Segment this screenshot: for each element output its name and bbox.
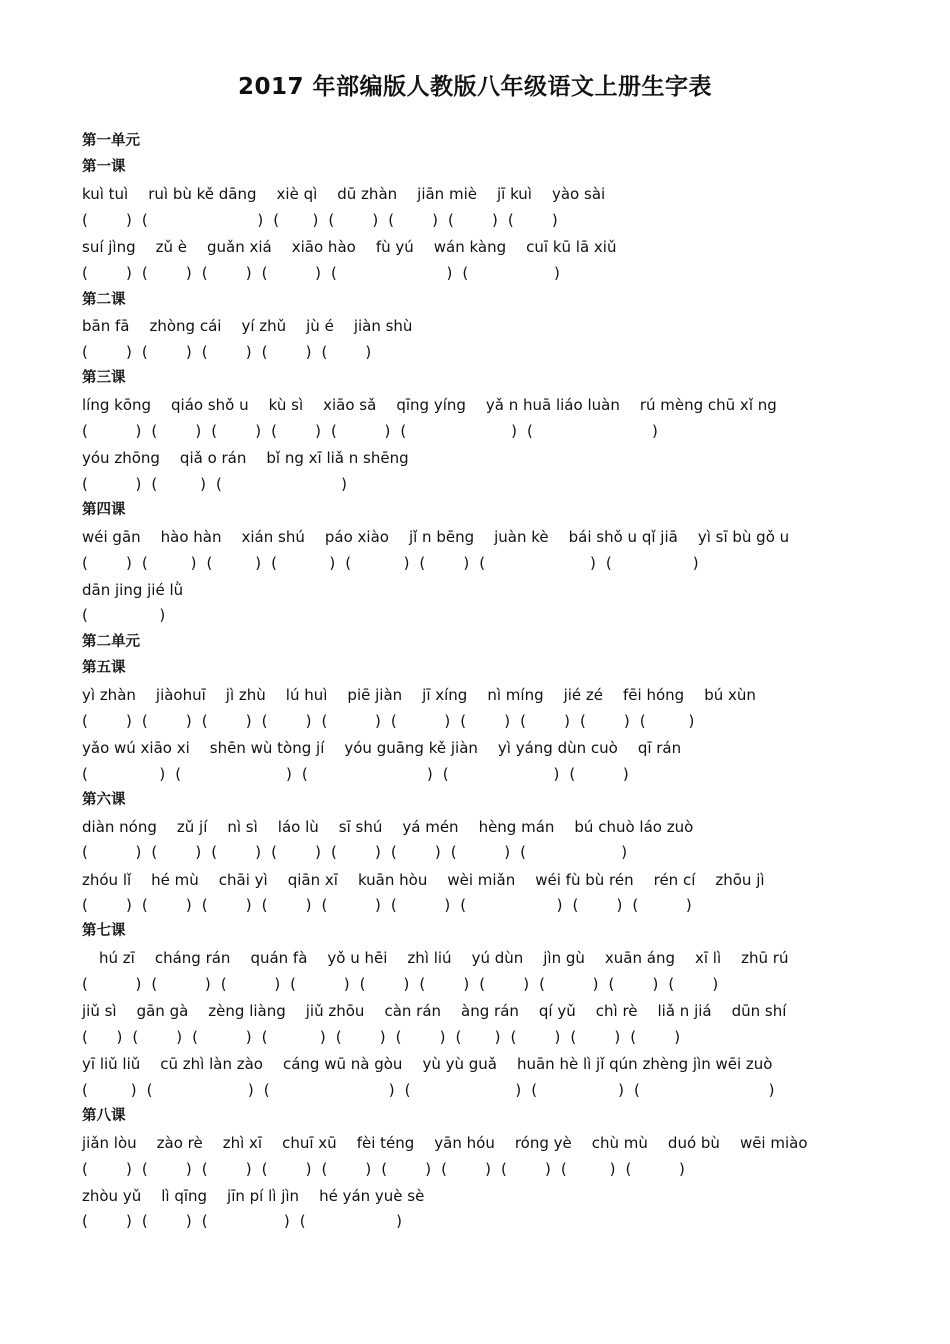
pinyin-word: zhòu yǔ [82, 1187, 142, 1205]
answer-blank: ( ) [151, 422, 202, 440]
answer-blank: ( ) [82, 1160, 132, 1178]
pinyin-word: chì rè [595, 1002, 638, 1020]
answer-blank: ( ) [390, 712, 451, 730]
pinyin-word: chù mù [591, 1134, 648, 1152]
answer-blank: ( ) [441, 1160, 492, 1178]
answer-blank: ( ) [531, 1081, 624, 1099]
answer-blank: ( ) [330, 264, 453, 282]
section-heading: 第二课 [82, 292, 126, 308]
answer-blank: ( ) [501, 1160, 551, 1178]
pinyin-word: zǔ è [155, 238, 188, 256]
pinyin-word: guǎn xiá [207, 238, 272, 256]
answer-blank: ( ) [141, 211, 264, 229]
pinyin-word: huān hè lì jǐ qún zhèng jìn wēi zuò [516, 1055, 773, 1073]
answer-blank: ( ) [448, 211, 498, 229]
pinyin-word: yǎo wú xiāo xi [82, 739, 190, 757]
pinyin-word: yǎ n huā liáo luàn [485, 396, 620, 414]
answer-blank: ( ) [330, 422, 391, 440]
section-heading: 第八课 [82, 1108, 126, 1124]
pinyin-word: cū zhì làn zào [160, 1055, 263, 1073]
pinyin-word: nì míng [487, 686, 544, 704]
pinyin-word: jīn pí lì jìn [227, 1187, 300, 1205]
answer-blank: ( ) [151, 843, 202, 861]
answer-blank: ( ) [271, 422, 321, 440]
pinyin-word: zhōu jì [715, 871, 765, 889]
pinyin-word: fèi téng [356, 1134, 415, 1152]
section-heading: 第二单元 [82, 634, 140, 650]
answer-blank: ( ) [460, 896, 563, 914]
answer-blank: ( ) [220, 975, 281, 993]
pinyin-word: wèi miǎn [447, 871, 516, 889]
answer-blank: ( ) [82, 765, 166, 783]
answer-blank: ( ) [520, 843, 628, 861]
pinyin-word: jiàn shù [353, 317, 413, 335]
answer-blank: ( ) [201, 896, 252, 914]
pinyin-word: lú huì [285, 686, 328, 704]
pinyin-word: qiān xī [287, 871, 338, 889]
pinyin-word: sī shú [338, 818, 383, 836]
pinyin-word: rén cí [653, 871, 696, 889]
answer-blank: ( ) [82, 712, 132, 730]
pinyin-word: chāi yì [218, 871, 268, 889]
pinyin-word: wēi miào [739, 1134, 808, 1152]
answer-blank: ( ) [211, 422, 262, 440]
answer-blank: ( ) [141, 712, 192, 730]
answer-blank: ( ) [570, 1028, 621, 1046]
answer-blank: ( ) [630, 1028, 681, 1046]
answer-blank: ( ) [608, 975, 659, 993]
pinyin-word: suí jìng [82, 238, 136, 256]
answer-blank: ( ) [261, 896, 312, 914]
answer-blank: ( ) [141, 896, 192, 914]
pinyin-word: wéi gān [82, 528, 141, 546]
pinyin-word: zhū rú [741, 949, 789, 967]
answer-blank: ( ) [455, 1028, 501, 1046]
answer-blank: ( ) [132, 1028, 183, 1046]
answer-blank: ( ) [668, 975, 719, 993]
answer-blank: ( ) [271, 843, 321, 861]
answer-blank: ( ) [328, 211, 379, 229]
pinyin-word: càn rán [384, 1002, 442, 1020]
pinyin-word: hé yán yuè sè [319, 1187, 425, 1205]
answer-blank: ( ) [82, 554, 132, 572]
answer-blank: ( ) [201, 1212, 290, 1230]
pinyin-word: cháng rán [154, 949, 231, 967]
answer-blank: ( ) [82, 896, 132, 914]
answer-blank: ( ) [359, 975, 410, 993]
answer-blank: ( ) [560, 1160, 616, 1178]
pinyin-word: yān hóu [434, 1134, 495, 1152]
answer-blank: ( ) [520, 712, 570, 730]
answer-blank: ( ) [82, 1212, 132, 1230]
answer-blank: ( ) [330, 843, 381, 861]
answer-blank: ( ) [345, 554, 410, 572]
pinyin-word: bái shǒ u qǐ jiā [568, 528, 678, 546]
answer-blank: ( ) [273, 211, 319, 229]
pinyin-word: yóu zhōng [82, 449, 160, 467]
answer-blank: ( ) [460, 712, 511, 730]
answer-blank: ( ) [632, 896, 692, 914]
pinyin-word: zhì xī [222, 1134, 263, 1152]
answer-blank: ( ) [175, 765, 292, 783]
answer-blank: ( ) [479, 975, 530, 993]
pinyin-word: qiáo shǒ u [171, 396, 249, 414]
answer-blank: ( ) [82, 211, 132, 229]
pinyin-word: jì zhù [225, 686, 266, 704]
section-heading: 第七课 [82, 923, 126, 939]
pinyin-word: fēi hóng [623, 686, 685, 704]
pinyin-word: wán kàng [433, 238, 507, 256]
pinyin-word: zhóu lǐ [82, 871, 132, 889]
answer-blank: ( ) [633, 1081, 775, 1099]
pinyin-word: jī kuì [496, 185, 532, 203]
pinyin-word: rú mèng chū xǐ ng [639, 396, 777, 414]
answer-blank: ( ) [526, 422, 658, 440]
pinyin-word: dūn shí [731, 1002, 787, 1020]
pinyin-word: zèng liàng [208, 1002, 286, 1020]
answer-blank: ( ) [82, 975, 142, 993]
answer-blank: ( ) [400, 422, 517, 440]
pinyin-word: cáng wū nà gòu [282, 1055, 403, 1073]
pinyin-word: ruì bù kě dāng [148, 185, 257, 203]
pinyin-word: fù yú [375, 238, 414, 256]
answer-blank: ( ) [261, 264, 321, 282]
pinyin-word: xuān áng [604, 949, 675, 967]
pinyin-word: láo lù [277, 818, 319, 836]
answer-blank: ( ) [201, 264, 252, 282]
answer-blank: ( ) [216, 475, 347, 493]
answer-blank: ( ) [206, 554, 262, 572]
answer-blank: ( ) [462, 264, 560, 282]
pinyin-word: liǎ n jiá [657, 1002, 712, 1020]
pinyin-word: xī lì [694, 949, 722, 967]
answer-blank: ( ) [201, 712, 252, 730]
answer-blank: ( ) [419, 975, 470, 993]
pinyin-word: jiǔ zhōu [305, 1002, 365, 1020]
answer-blank: ( ) [261, 712, 312, 730]
answer-blank: ( ) [201, 1160, 252, 1178]
pinyin-word: xiāo hào [291, 238, 356, 256]
answer-blank: ( ) [625, 1160, 685, 1178]
pinyin-word: yí zhǔ [241, 317, 287, 335]
pinyin-word: bān fā [82, 317, 130, 335]
pinyin-word: lì qīng [161, 1187, 208, 1205]
answer-blank: ( ) [299, 1212, 403, 1230]
answer-blank: ( ) [388, 211, 439, 229]
pinyin-word: jiǔ sì [82, 1002, 117, 1020]
answer-blank: ( ) [572, 896, 623, 914]
pinyin-word: chuī xū [282, 1134, 337, 1152]
pinyin-word: hú zī [99, 949, 135, 967]
answer-blank: ( ) [321, 712, 381, 730]
answer-blank: ( ) [82, 343, 132, 361]
answer-blank: ( ) [395, 1028, 446, 1046]
pinyin-word: yú dùn [471, 949, 524, 967]
section-heading: 第五课 [82, 660, 126, 676]
pinyin-word: zào rè [156, 1134, 203, 1152]
answer-blank: ( ) [390, 843, 441, 861]
pinyin-word: qī rán [637, 739, 682, 757]
pinyin-word: duó bù [667, 1134, 720, 1152]
pinyin-word: xiè qì [276, 185, 318, 203]
answer-blank: ( ) [151, 475, 207, 493]
pinyin-word: dū zhàn [337, 185, 398, 203]
pinyin-word: jiǎn lòu [82, 1134, 137, 1152]
answer-blank: ( ) [141, 343, 192, 361]
answer-blank: ( ) [321, 896, 381, 914]
section-heading: 第三课 [82, 370, 126, 386]
pinyin-word: kù sì [268, 396, 304, 414]
pinyin-word: qīng yíng [396, 396, 466, 414]
answer-blank: ( ) [263, 1081, 395, 1099]
answer-blank: ( ) [290, 975, 350, 993]
answer-blank: ( ) [82, 475, 142, 493]
answer-blank: ( ) [271, 554, 336, 572]
pinyin-word: piē jiàn [347, 686, 403, 704]
pinyin-word: gān gà [136, 1002, 189, 1020]
pinyin-word: páo xiào [324, 528, 389, 546]
answer-blank: ( ) [141, 554, 197, 572]
pinyin-word: jiàohuī [155, 686, 206, 704]
pinyin-word: zǔ jí [176, 818, 208, 836]
pinyin-word: róng yè [514, 1134, 572, 1152]
pinyin-word: yóu guāng kě jiàn [344, 739, 478, 757]
answer-blank: ( ) [82, 422, 142, 440]
answer-blank: ( ) [442, 765, 560, 783]
answer-blank: ( ) [261, 1028, 326, 1046]
answer-blank: ( ) [381, 1160, 432, 1178]
pinyin-word: jǐ n bēng [408, 528, 475, 546]
answer-blank: ( ) [335, 1028, 386, 1046]
pinyin-word: jī xíng [422, 686, 468, 704]
pinyin-word: yì zhàn [82, 686, 136, 704]
answer-blank: ( ) [569, 765, 629, 783]
pinyin-word: yī liǔ liǔ [82, 1055, 141, 1073]
answer-blank: ( ) [579, 712, 630, 730]
pinyin-word: xiāo sǎ [323, 396, 377, 414]
pinyin-word: bú chuò láo zuò [574, 818, 694, 836]
pinyin-word: yì yáng dùn cuò [497, 739, 618, 757]
pinyin-word: hèng mán [478, 818, 555, 836]
answer-blank: ( ) [82, 264, 132, 282]
answer-blank: ( ) [510, 1028, 561, 1046]
section-heading: 第一课 [82, 159, 126, 175]
pinyin-word: qí yǔ [538, 1002, 576, 1020]
answer-blank: ( ) [211, 843, 262, 861]
pinyin-word: bú xùn [704, 686, 756, 704]
pinyin-word: zhì liú [407, 949, 452, 967]
answer-blank: ( ) [261, 343, 312, 361]
pinyin-word: líng kōng [82, 396, 152, 414]
pinyin-word: yǒ u hēi [327, 949, 388, 967]
pinyin-word: diàn nóng [82, 818, 157, 836]
pinyin-word: jiān miè [417, 185, 477, 203]
pinyin-word: jù é [306, 317, 334, 335]
pinyin-word: cuī kū lā xiǔ [526, 238, 617, 256]
answer-blank: ( ) [507, 211, 558, 229]
answer-blank: ( ) [301, 765, 433, 783]
answer-blank: ( ) [639, 712, 695, 730]
section-heading: 第一单元 [82, 133, 140, 149]
answer-blank: ( ) [82, 606, 166, 624]
pinyin-word: hé mù [151, 871, 199, 889]
pinyin-word: hào hàn [160, 528, 222, 546]
answer-blank: ( ) [82, 1028, 123, 1046]
pinyin-word: jìn gù [543, 949, 585, 967]
pinyin-word: qiǎ o rán [179, 449, 247, 467]
answer-blank: ( ) [419, 554, 470, 572]
pinyin-word: dān jing jié lǜ [82, 581, 184, 599]
answer-blank: ( ) [141, 264, 192, 282]
pinyin-word: jié zé [563, 686, 604, 704]
pinyin-word: wéi fù bù rén [535, 871, 634, 889]
pinyin-word: nì sì [227, 818, 258, 836]
answer-blank: ( ) [390, 896, 451, 914]
answer-blank: ( ) [539, 975, 599, 993]
answer-blank: ( ) [450, 843, 511, 861]
answer-blank: ( ) [605, 554, 699, 572]
answer-blank: ( ) [192, 1028, 252, 1046]
answer-blank: ( ) [321, 343, 372, 361]
answer-blank: ( ) [321, 1160, 372, 1178]
pinyin-word: yào sài [551, 185, 606, 203]
pinyin-word: yá mén [402, 818, 459, 836]
page-title: 2017 年部编版人教版八年级语文上册生字表 [237, 74, 713, 100]
answer-blank: ( ) [404, 1081, 522, 1099]
pinyin-word: zhòng cái [149, 317, 222, 335]
answer-blank: ( ) [82, 843, 142, 861]
pinyin-word: kuān hòu [357, 871, 428, 889]
answer-blank: ( ) [201, 343, 252, 361]
pinyin-word: shēn wù tòng jí [209, 739, 325, 757]
pinyin-word: àng rán [461, 1002, 519, 1020]
answer-blank: ( ) [151, 975, 211, 993]
section-heading: 第六课 [82, 792, 126, 808]
pinyin-word: quán fà [250, 949, 308, 967]
pinyin-word: yù yù guǎ [422, 1055, 497, 1073]
pinyin-word: kuì tuì [82, 185, 129, 203]
answer-blank: ( ) [146, 1081, 254, 1099]
answer-blank: ( ) [261, 1160, 312, 1178]
pinyin-word: juàn kè [494, 528, 549, 546]
answer-blank: ( ) [141, 1160, 192, 1178]
answer-blank: ( ) [82, 1081, 137, 1099]
pinyin-word: xián shú [241, 528, 305, 546]
answer-blank: ( ) [479, 554, 596, 572]
section-heading: 第四课 [82, 502, 126, 518]
pinyin-word: yì sī bù gǒ u [697, 528, 790, 546]
answer-blank: ( ) [141, 1212, 192, 1230]
pinyin-word: bǐ ng xī liǎ n shēng [266, 449, 409, 467]
